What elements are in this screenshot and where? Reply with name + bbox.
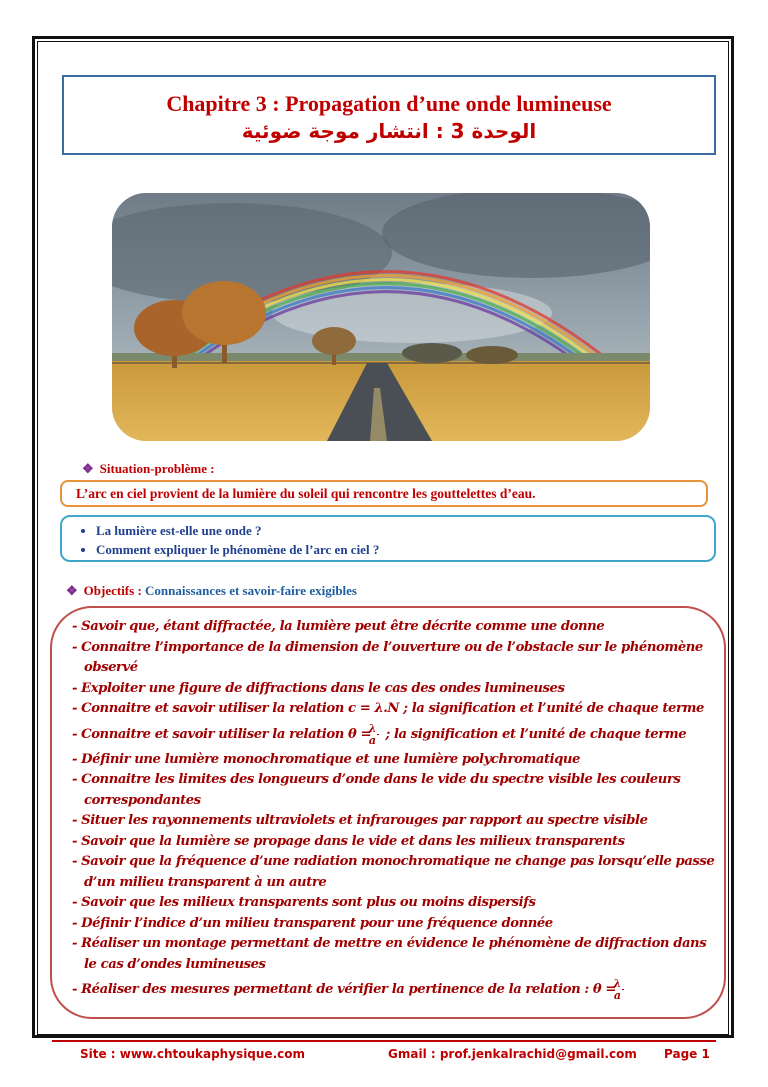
situation-heading xyxy=(82,461,215,477)
footer-site: Site : www.chtoukaphysique.com xyxy=(80,1047,305,1061)
objectives-list xyxy=(72,617,722,1005)
question-item: • Comment expliquer le phénomène de l’arc en ciel ? xyxy=(96,540,714,559)
objective-text: - Réaliser des mesures permettant de vérifier la pertinence de la relation : xyxy=(72,982,593,997)
objective-item: - Exploiter une figure de diffractions dans le cas des ondes lumineuses xyxy=(72,680,565,696)
objective-item: - Connaitre les limites des longueurs d’onde dans le vide du spectre visible les couleurs correspondantes xyxy=(72,772,681,808)
objective-item: - Savoir que la fréquence d’une radiation monochromatique ne change pas lorsqu’elle passe d’un milieu transparent à un autre xyxy=(72,854,715,890)
objective-text: ; la signification et l’unité de chaque terme xyxy=(381,726,687,742)
lambda-over-a-fraction: $\frac{\lambda}{a}$ xyxy=(377,723,379,746)
objective-text: - Connaitre et savoir utiliser la relation xyxy=(72,726,348,742)
chapter-title-box xyxy=(62,75,716,155)
objective-item: - Savoir que les milieux transparents sont plus ou moins dispersifs xyxy=(72,895,536,910)
objective-item: - Connaitre l’importance de la dimension de l’ouverture ou de l’obstacle sur le phénomène observé xyxy=(72,639,703,675)
diamond-bullet-icon: ❖ xyxy=(66,583,78,598)
objectives-heading-rest: Connaissances et savoir-faire exigibles xyxy=(145,583,357,598)
objective-item: - Définir une lumière monochromatique et une lumière polychromatique xyxy=(72,751,580,767)
chapter-title-fr: Chapitre 3 : Propagation d’une onde lumineuse xyxy=(166,91,612,116)
theta-symbol: θ = xyxy=(592,982,616,997)
objective-item: - Savoir que la lumière se propage dans le vide et dans les milieux transparents xyxy=(72,833,625,849)
footer-divider xyxy=(52,1040,716,1042)
situation-statement: L’arc en ciel provient de la lumière du soleil qui rencontre les gouttelettes d’eau. xyxy=(60,480,708,507)
objectives-heading-prefix: Objectifs : xyxy=(83,583,142,598)
objectives-heading xyxy=(66,583,357,599)
footer-gmail: Gmail : prof.jenkalrachid@gmail.com xyxy=(388,1047,637,1061)
situation-heading-text: Situation-problème : xyxy=(99,461,215,476)
questions-box xyxy=(60,515,716,562)
objective-item-theta xyxy=(72,720,722,750)
objective-item-last xyxy=(72,975,722,1005)
objective-item: - Savoir que, étant diffractée, la lumière peut être décrite comme une donne xyxy=(72,619,605,634)
diamond-bullet-icon: ❖ xyxy=(82,461,94,476)
objective-item: - Connaitre et savoir utiliser la relation c = λ.N ; la signification et l’unité de chaque terme xyxy=(72,701,704,716)
rainbow-photo xyxy=(112,193,650,441)
lambda-over-a-fraction: $\frac{\lambda}{a}$ xyxy=(622,978,624,1001)
objective-item: - Définir l’indice d’un milieu transparent pour une fréquence donnée xyxy=(72,915,553,931)
question-item: • La lumière est-elle une onde ? xyxy=(96,521,714,540)
chapter-title-ar: الوحدة 3 : انتشار موجة ضوئية xyxy=(241,119,537,143)
footer-page-number: Page 1 xyxy=(664,1047,710,1061)
objective-item: - Situer les rayonnements ultraviolets et infrarouges par rapport au spectre visible xyxy=(72,813,648,828)
objective-item: - Réaliser un montage permettant de mettre en évidence le phénomène de diffraction dans le cas d’ondes lumineuses xyxy=(72,936,707,972)
theta-symbol: θ = xyxy=(348,726,372,742)
